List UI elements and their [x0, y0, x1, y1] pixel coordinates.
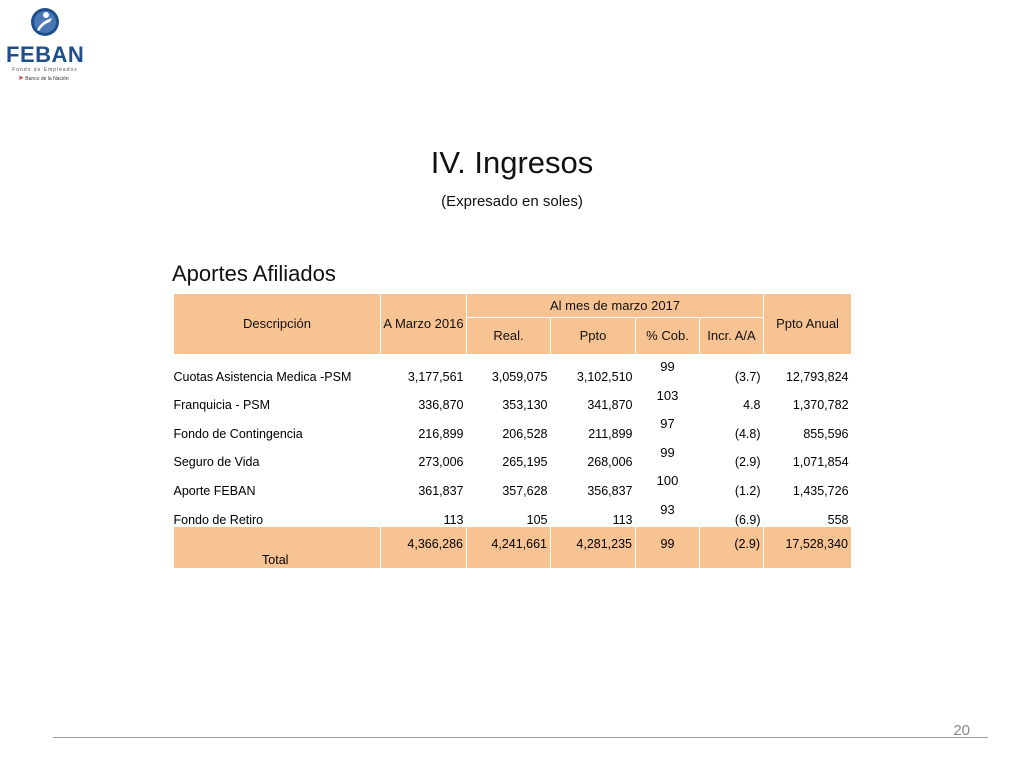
row-annual: 855,596 — [803, 426, 849, 441]
logo-bank-name: Banco de la Nación — [25, 76, 69, 82]
feban-logo — [6, 6, 84, 82]
row-prior: 336,870 — [418, 398, 464, 413]
table-row — [174, 384, 852, 413]
page-number: 20 — [953, 722, 970, 739]
header-prior: A Marzo 2016 — [381, 294, 467, 355]
total-prior: 4,366,286 — [381, 527, 467, 568]
footer-divider — [53, 737, 988, 738]
row-ppto: 3,102,510 — [576, 369, 633, 384]
slide-subtitle: (Expresado en soles) — [441, 193, 583, 210]
row-incr: (3.7) — [734, 369, 761, 384]
row-real: 265,195 — [502, 455, 548, 470]
row-description: Franquicia - PSM — [173, 398, 271, 413]
table-row — [174, 355, 852, 384]
header-ppto: Ppto — [551, 318, 636, 355]
row-description: Seguro de Vida — [173, 455, 260, 470]
row-prior: 113 — [443, 512, 464, 527]
row-prior: 3,177,561 — [407, 369, 464, 384]
row-ppto: 268,006 — [587, 455, 633, 470]
row-annual: 12,793,824 — [785, 369, 849, 384]
row-real: 357,628 — [502, 483, 548, 498]
row-ppto: 341,870 — [587, 398, 633, 413]
header-description: Descripción — [174, 294, 381, 355]
slide-title: IV. Ingresos — [430, 145, 594, 180]
logo-bank — [18, 76, 84, 82]
row-prior: 361,837 — [418, 483, 464, 498]
row-real: 3,059,075 — [491, 369, 548, 384]
row-incr: (4.8) — [734, 426, 761, 441]
row-cob: 100 — [656, 473, 679, 489]
row-real: 105 — [526, 512, 548, 527]
row-description: Fondo de Retiro — [173, 512, 264, 527]
total-real: 4,241,661 — [467, 527, 551, 568]
row-cob: 97 — [660, 416, 675, 432]
total-cob: 99 — [636, 527, 700, 568]
header-group: Al mes de marzo 2017 — [467, 294, 764, 318]
row-annual: 1,071,854 — [792, 455, 849, 470]
header-real: Real. — [467, 318, 551, 355]
feban-globe-icon — [28, 6, 62, 38]
row-annual: 1,435,726 — [792, 483, 849, 498]
row-ppto: 356,837 — [587, 483, 633, 498]
income-table — [173, 293, 852, 568]
table-row — [174, 498, 852, 527]
header-cob: % Cob. — [636, 318, 700, 355]
row-description: Aporte FEBAN — [173, 483, 256, 498]
row-cob: 99 — [660, 359, 675, 374]
row-real: 206,528 — [502, 426, 548, 441]
logo-subtitle: Fondo de Empleados — [12, 67, 78, 73]
row-prior: 216,899 — [418, 426, 464, 441]
total-row — [174, 527, 852, 568]
header-incr: Incr. A/A — [700, 318, 764, 355]
bank-mark-icon: ➤ — [18, 75, 24, 82]
logo-name: FEBAN — [6, 42, 85, 67]
row-incr: (1.2) — [734, 483, 761, 498]
header-annual: Ppto Anual — [764, 294, 852, 355]
row-ppto: 211,899 — [588, 426, 633, 441]
total-ppto: 4,281,235 — [551, 527, 636, 568]
row-description: Cuotas Asistencia Medica -PSM — [173, 369, 352, 384]
row-incr: (2.9) — [734, 455, 761, 470]
total-incr: (2.9) — [700, 527, 764, 568]
row-cob: 103 — [656, 387, 679, 403]
row-incr: (6.9) — [734, 512, 761, 527]
row-annual: 1,370,782 — [792, 398, 849, 413]
total-annual: 17,528,340 — [764, 527, 852, 568]
table-row — [174, 412, 852, 441]
row-annual: 558 — [827, 512, 849, 527]
total-description: Total — [174, 527, 381, 568]
section-title: Aportes Afiliados — [172, 261, 336, 286]
row-cob: 99 — [660, 444, 675, 460]
table-row — [174, 469, 852, 498]
row-incr: 4.8 — [743, 398, 761, 413]
table-row — [174, 441, 852, 470]
row-description: Fondo de Contingencia — [173, 426, 303, 441]
row-real: 353,130 — [502, 398, 548, 413]
row-cob: 93 — [660, 501, 675, 517]
row-ppto: 113 — [612, 512, 633, 527]
row-prior: 273,006 — [418, 455, 464, 470]
